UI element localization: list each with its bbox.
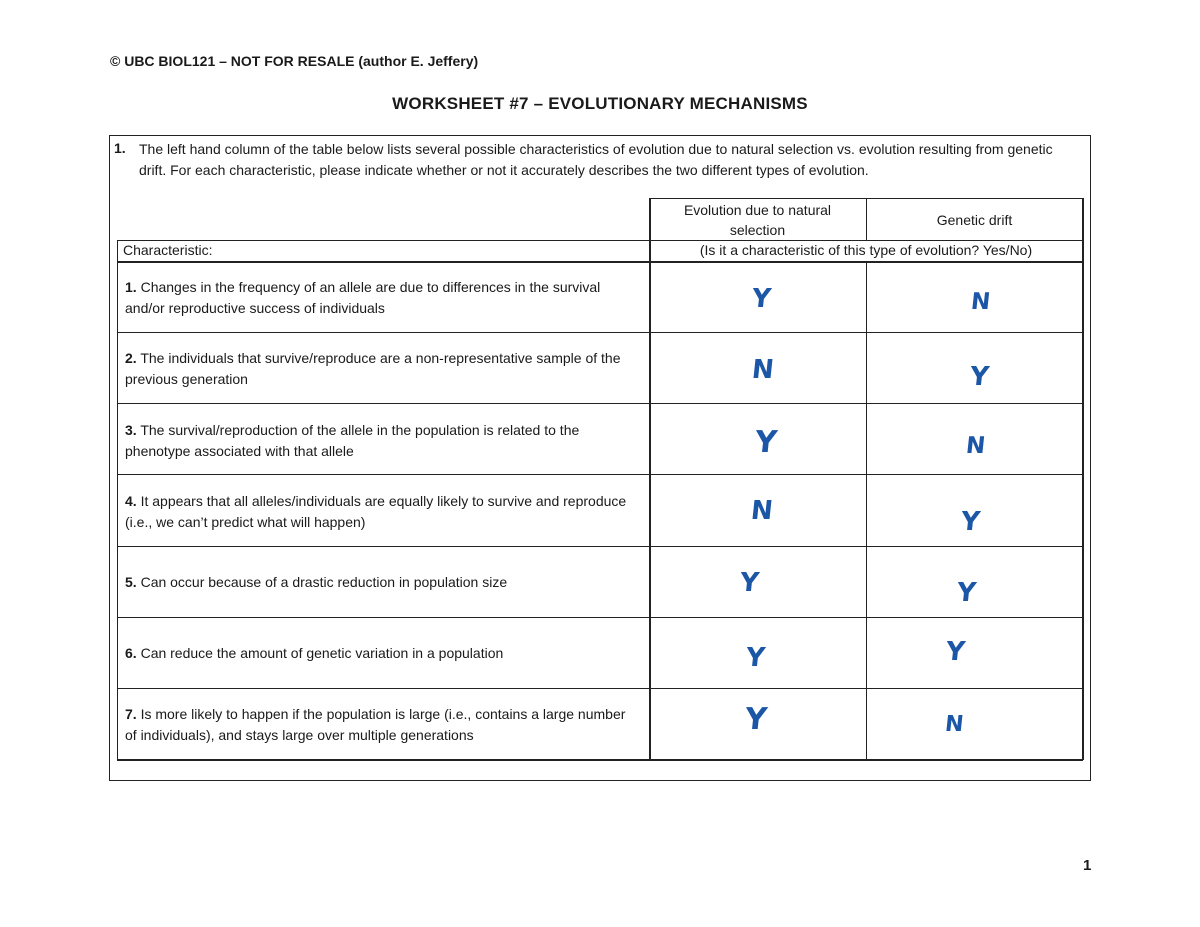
copyright-notice: © UBC BIOL121 – NOT FOR RESALE (author E. Jeffery) <box>110 53 479 69</box>
row-description: The survival/reproduction of the allele in the population is related to the phenotype associated with that allele <box>125 422 580 459</box>
row-description: Can reduce the amount of genetic variation in a population <box>136 645 504 661</box>
natural-selection-answer: N <box>750 355 776 385</box>
natural-selection-answer: Y <box>753 425 779 460</box>
answer-prompt: (Is it a characteristic of this type of evolution? Yes/No) <box>699 242 1033 258</box>
row-description: The individuals that survive/reproduce are a non-representative sample of the previous generation <box>125 350 621 387</box>
genetic-drift-answer: N <box>969 289 992 315</box>
row-number: 2. <box>125 350 137 366</box>
row-number: 6. <box>125 645 137 661</box>
natural-selection-answer: Y <box>750 284 773 314</box>
row-number: 1. <box>125 279 137 295</box>
row-text <box>125 420 640 462</box>
row-text <box>125 348 640 390</box>
natural-selection-answer: Y <box>743 702 769 737</box>
column-header-genetic-drift: Genetic drift <box>936 212 1013 228</box>
row-number: 7. <box>125 706 137 722</box>
question-text: The left hand column of the table below lists several possible characteristics of evolution due to natural selection vs. evolution resulting from genetic drift. For each characteristic, please indicate whether or not it accurately describes the two different types of evolution. <box>139 141 1053 178</box>
row-text <box>125 643 640 664</box>
genetic-drift-answer: N <box>943 712 965 737</box>
row-number: 3. <box>125 422 137 438</box>
genetic-drift-answer: Y <box>959 507 982 537</box>
row-text <box>125 277 640 319</box>
row-number: 4. <box>125 493 137 509</box>
natural-selection-answer: N <box>749 496 775 526</box>
characteristic-label: Characteristic: <box>123 242 213 258</box>
question-number: 1. <box>114 140 126 156</box>
natural-selection-answer: Y <box>738 568 761 598</box>
page-number: 1 <box>1083 857 1092 874</box>
page-title: WORKSHEET #7 – EVOLUTIONARY MECHANISMS <box>392 94 808 113</box>
row-description: It appears that all alleles/individuals are equally likely to survive and reproduce (i.e., we can’t predict what will happen) <box>125 493 627 530</box>
genetic-drift-answer: Y <box>968 362 991 392</box>
row-description: Changes in the frequency of an allele are due to differences in the survival and/or reproductive success of individuals <box>125 279 601 316</box>
genetic-drift-answer: Y <box>955 578 978 608</box>
row-text <box>125 491 640 533</box>
genetic-drift-answer: Y <box>944 637 967 667</box>
row-description: Can occur because of a drastic reduction in population size <box>136 574 508 590</box>
genetic-drift-answer: N <box>964 433 987 459</box>
row-number: 5. <box>125 574 137 590</box>
natural-selection-answer: Y <box>744 643 767 673</box>
column-header-natural-selection: Evolution due to natural selection <box>683 202 832 238</box>
row-text <box>125 704 640 746</box>
row-description: Is more likely to happen if the population is large (i.e., contains a large number of individuals), and stays large over multiple generations <box>125 706 626 743</box>
row-text <box>125 572 640 593</box>
